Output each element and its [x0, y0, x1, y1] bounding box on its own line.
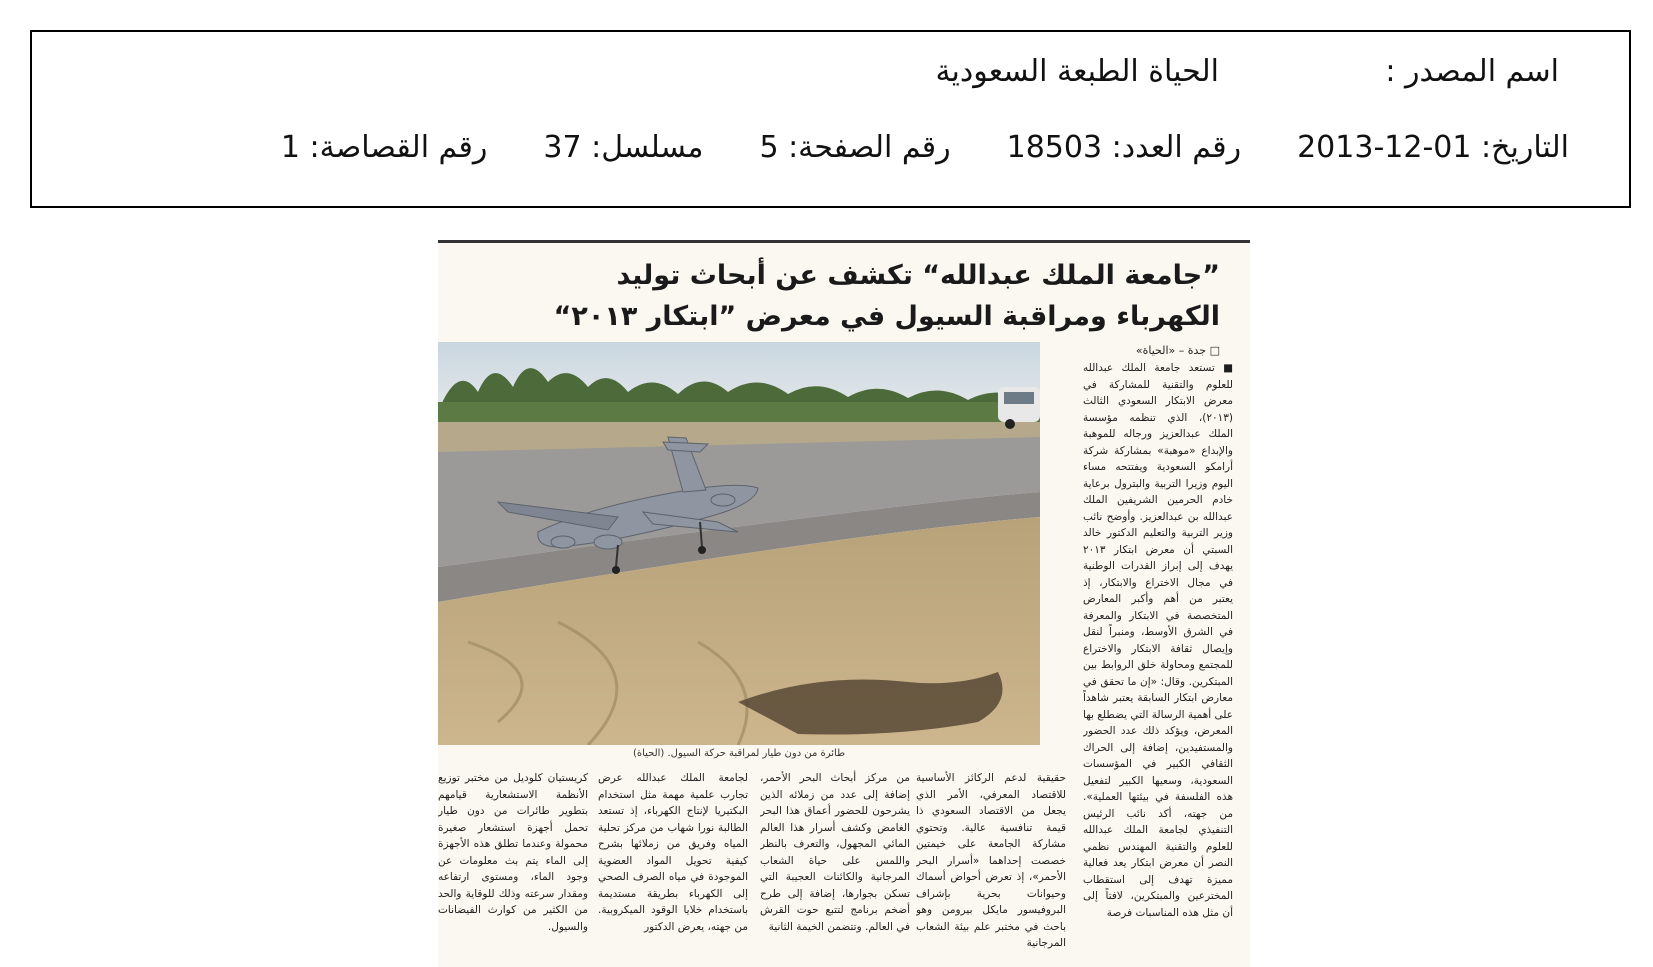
photo-caption: طائرة من دون طيار لمراقبة حركة السيول. (الحياة) — [632, 748, 846, 759]
article-column-2: حقيقية لدعم الركائز الأساسية للاقتصاد المعرفي، الأمر الذي يجعل من الاقتصاد السعودي ذا قيمة تنافسية عالية. وتحتوي مشاركة الجامعة على خيمتين خصصت إحداهما «أسرار البحر الأحمر»، إذ تعرض أحواض أسماك وحيوانات بحرية بإشراف البروفيسور مايكل بيرومن وهو باحث في مختبر علم بيئة الشعاب المرجانية — [916, 772, 1066, 949]
date-field: التاريخ: 01-12-2013 — [1297, 130, 1569, 165]
article-column-3: من مركز أبحاث البحر الأحمر، إضافة إلى عدد من زملائه الذين يشرحون للحضور أعماق هذا البحر الغامض وكشف أسرار هذا العالم المائي المجهول، والتعرف بالنظر واللمس على حياة الشعاب المرجانية والكائنات العجيبة التي تسكن بجوارها، إضافة إلى طرح أضخم برنامج لتتبع حوت القرش في العالم. وتتضمن الخيمة الثانية — [760, 772, 910, 933]
page-number-field: رقم الصفحة: 5 — [759, 130, 951, 165]
article-column-5: كريستيان كلوديل من مختبر توزيع الأنظمة الاستشعارية قيامهم بتطوير طائرات من دون طيار تحمل أجهزة استشعار صغيرة محمولة وعندما تطلق هذه الأجهزة إلى الماء يتم بث معلومات عن وجود الماء، ومستوى ارتفاعه ومقدار سرعته وذلك للوقاية والحد من الكثير من كوارث الفيضانات والسيول. — [438, 772, 588, 933]
source-value: الحياة الطبعة السعودية — [935, 54, 1219, 89]
dateline: □ جدة – «الحياة» — [1135, 344, 1220, 357]
article-column-1: ■ تستعد جامعة الملك عبدالله للعلوم والتقنية للمشاركة في معرض الابتكار السعودي الثالث (٢٠١٣)، الذي تنظمه مؤسسة الملك عبدالعزيز ورجاله للموهبة والإبداع «موهبة» بمشاركة شركة أرامكو السعودية ويفتتحه مساء اليوم وزيرا التربية والبترول برعاية خادم الحرمين الشريفين الملك عبدالله بن عبدالعزيز. وأوضح نائب وزير التربية والتعليم الدكتور خالد السبتي أن معرض ابتكار ٢٠١٣ يهدف إلى إبراز القدرات الوطنية في مجال الاختراع والابتكار، إذ يعتبر من أهم وأكبر المعارض المتخصصة في الابتكار والمعرفة في الشرق الأوسط، ومنبراً لنقل وإيصال ثقافة الابتكار والاختراع للمجتمع ومحاولة خلق الروابط بين المبتكرين. وقال: «إن ما تحقق في معارض ابتكار السابقة يعتبر شاهداً على أهمية الرسالة التي يضطلع بها المعرض، ويؤكد ذلك عدد الحضور والمستفيدين، إضافة إلى الحراك الثقافي الكبير في المؤسسات السعودية، وسعيها الكبير لتفعيل هذه الفلسفة في بيئتها العملية». من جهته، أكد نائب الرئيس التنفيذي لجامعة الملك عبدالله للعلوم والتقنية المهندس نظمي النصر أن معرض ابتكار يعد فعالية مميزة تهدف إلى استقطاب المخترعين والمبتكرين، لافتاً إلى أن مثل هذه المناسبات فرصة — [1083, 362, 1233, 919]
source-label: اسم المصدر : — [1385, 54, 1559, 89]
top-rule — [438, 240, 1250, 243]
serial-field: مسلسل: 37 — [543, 130, 704, 165]
source-info-box — [30, 30, 1631, 208]
headline-line-2: الكهرباء ومراقبة السيول في معرض ”ابتكار ٢٠١٣“ — [553, 301, 1220, 332]
newspaper-clipping — [438, 240, 1250, 967]
headline-line-1: ”جامعة الملك عبدالله“ تكشف عن أبحاث توليد — [616, 260, 1220, 291]
article-photo — [438, 342, 1040, 745]
clip-number-field: رقم القصاصة: 1 — [280, 130, 488, 165]
meta-details-row — [281, 130, 1569, 165]
drone-airplane-photo — [438, 342, 1040, 745]
article-column-4: لجامعة الملك عبدالله عرض تجارب علمية مهمة مثل استخدام البكتيريا لإنتاج الكهرباء، إذ تستعد الطالبة نورا شهاب من مركز تحلية المياه وفريق من زملائها بشرح كيفية تحويل المواد العضوية الموجودة في مياه الصرف الصحي إلى الكهرباء بطريقة مستديمة باستخدام خلايا الوقود الميكروبية. من جهته، يعرض الدكتور — [598, 772, 748, 933]
issue-number-field: رقم العدد: 18503 — [1006, 130, 1242, 165]
